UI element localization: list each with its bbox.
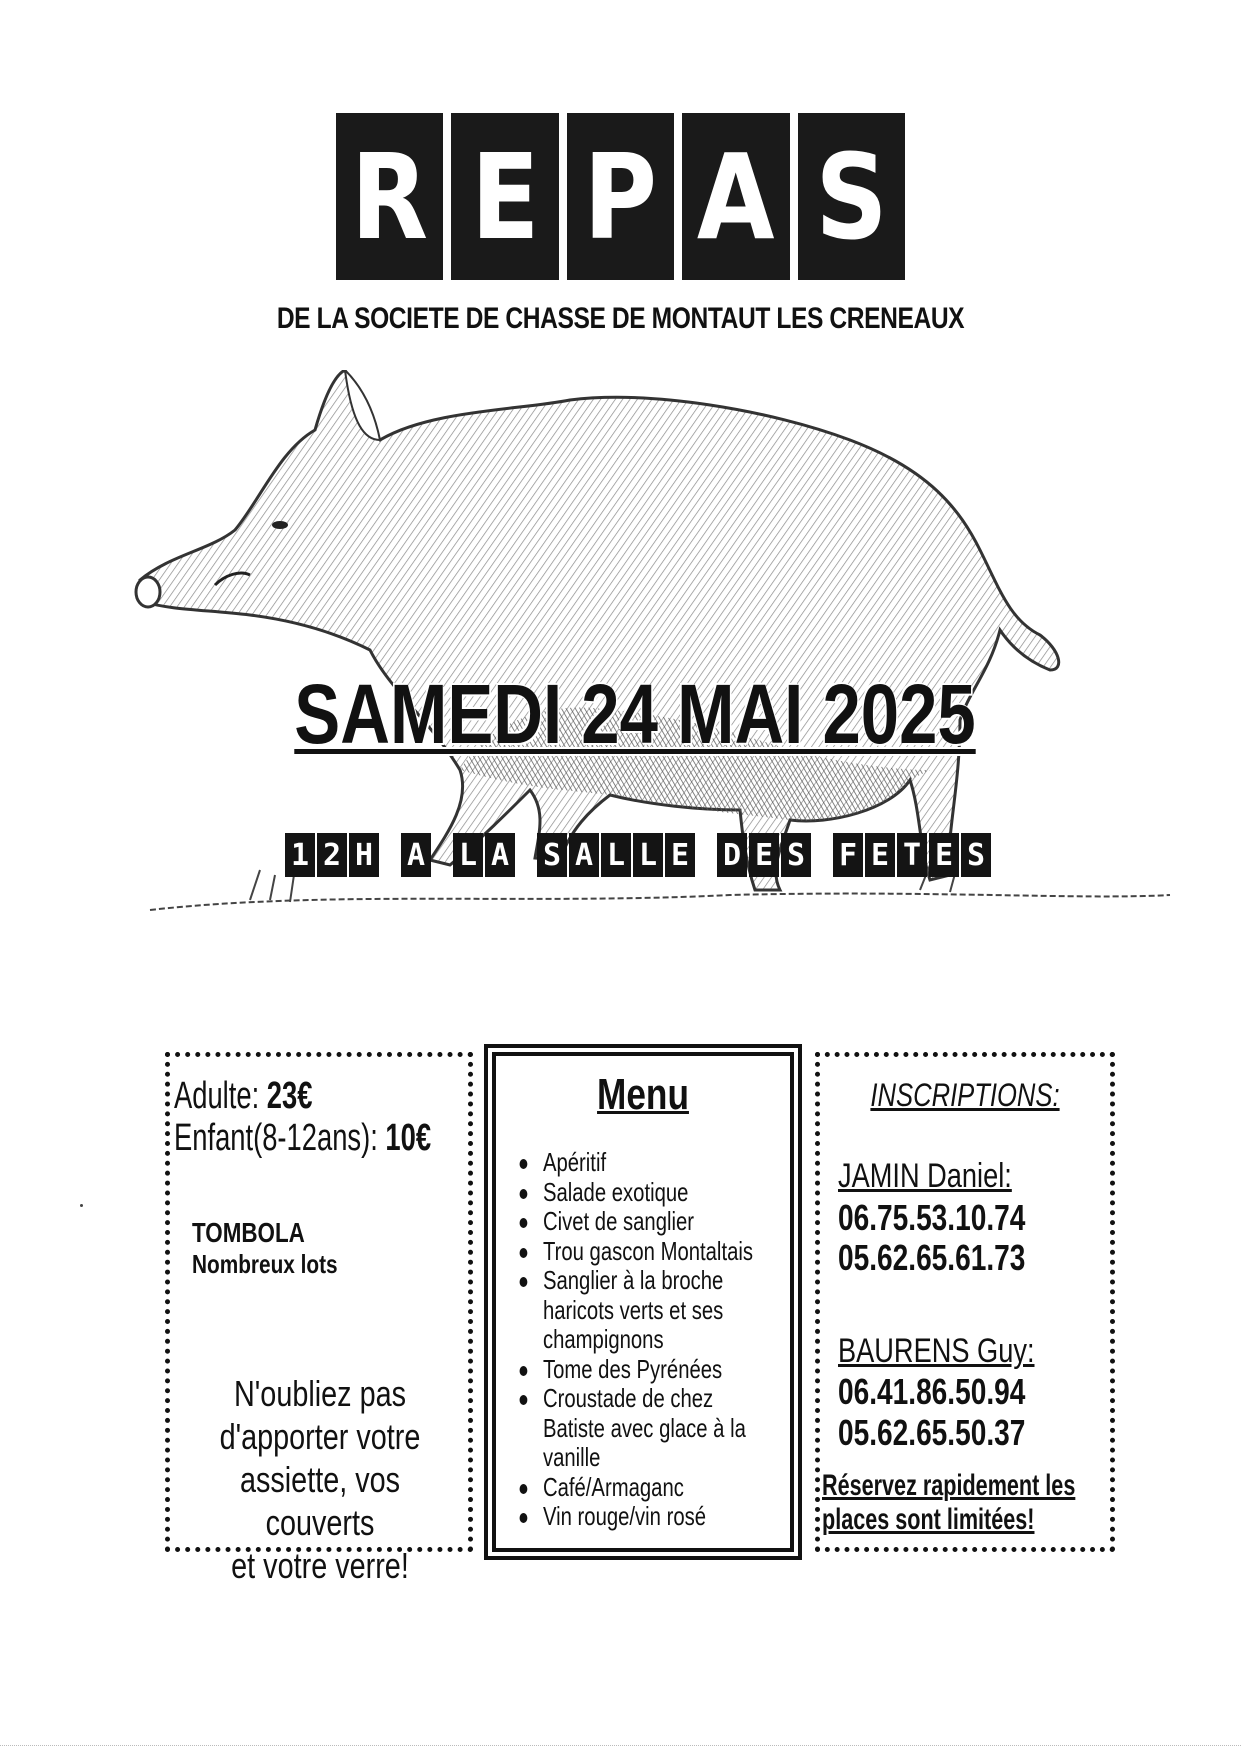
menu-item: Trou gascon Montaltais xyxy=(518,1237,775,1267)
event-time-location xyxy=(288,833,988,881)
title-letter: R xyxy=(336,113,443,280)
reminder-line: d'apporter votre xyxy=(219,1416,421,1457)
child-label: Enfant(8-12ans): xyxy=(174,1117,386,1159)
contact-phone: 06.41.86.50.94 xyxy=(838,1371,1026,1412)
time-letter: 2 xyxy=(317,833,347,877)
inscriptions-box xyxy=(815,1052,1115,1552)
contact-phone: 05.62.65.61.73 xyxy=(838,1237,1026,1278)
adult-price-line xyxy=(174,1075,312,1118)
menu-item: Salade exotique xyxy=(518,1178,775,1208)
reminder-line: N'oubliez pas xyxy=(234,1373,406,1414)
child-price-line xyxy=(174,1117,431,1160)
menu-item: Vin rouge/vin rosé xyxy=(518,1502,775,1532)
time-word xyxy=(285,833,379,881)
time-letter: E xyxy=(749,833,779,877)
time-letter: E xyxy=(865,833,895,877)
tombola-subtitle: Nombreux lots xyxy=(192,1249,338,1279)
menu-item: Croustade de chez Batiste avec glace à la vanille xyxy=(518,1384,775,1473)
menu-box xyxy=(492,1052,794,1552)
contact-phone: 05.62.65.50.37 xyxy=(838,1412,1026,1453)
reserve-line: places sont limitées! xyxy=(822,1503,1035,1536)
title-banner xyxy=(336,113,905,280)
subtitle: DE LA SOCIETE DE CHASSE DE MONTAUT LES CRENEAUX xyxy=(276,302,965,335)
time-letter: L xyxy=(601,833,631,877)
menu-item: Sanglier à la broche haricots verts et ses champignons xyxy=(518,1266,775,1355)
time-word xyxy=(833,833,991,881)
reminder-text xyxy=(192,1372,448,1587)
time-letter: T xyxy=(897,833,927,877)
reminder-line: assiette, vos couverts xyxy=(239,1459,401,1543)
time-letter: E xyxy=(929,833,959,877)
time-letter: E xyxy=(665,833,695,877)
time-letter: S xyxy=(781,833,811,877)
time-letter: A xyxy=(569,833,599,877)
time-letter: L xyxy=(453,833,483,877)
time-word xyxy=(717,833,811,881)
tombola-title: TOMBOLA xyxy=(192,1217,305,1248)
time-letter: S xyxy=(537,833,567,877)
adult-price: 23€ xyxy=(266,1075,313,1117)
menu-list xyxy=(518,1148,775,1532)
time-letter: A xyxy=(485,833,515,877)
menu-item: Café/Armaganc xyxy=(518,1473,775,1503)
time-word xyxy=(537,833,695,881)
adult-label: Adulte: xyxy=(174,1075,267,1117)
scan-speck xyxy=(80,1204,83,1207)
time-letter: H xyxy=(349,833,379,877)
contact-phone: 06.75.53.10.74 xyxy=(838,1197,1026,1238)
time-letter: A xyxy=(401,833,431,877)
menu-item: Tome des Pyrénées xyxy=(518,1355,775,1385)
time-word xyxy=(453,833,515,881)
reserve-line: Réservez rapidement les xyxy=(822,1469,1076,1502)
scan-edge-line xyxy=(0,1745,1241,1746)
prices-box xyxy=(165,1052,473,1586)
time-letter: S xyxy=(961,833,991,877)
reserve-notice xyxy=(822,1469,1096,1537)
menu-item: Apéritif xyxy=(518,1148,775,1178)
event-date: SAMEDI 24 MAI 2025 xyxy=(294,667,976,761)
time-letter: D xyxy=(717,833,747,877)
title-letter: P xyxy=(567,113,674,280)
time-word xyxy=(401,833,431,881)
time-letter: 1 xyxy=(285,833,315,877)
time-letter: L xyxy=(633,833,663,877)
title-letter: S xyxy=(798,113,905,280)
contact-name: JAMIN Daniel: xyxy=(838,1157,1012,1195)
title-letter: A xyxy=(682,113,789,280)
menu-item: Civet de sanglier xyxy=(518,1207,775,1237)
time-letter: F xyxy=(833,833,863,877)
menu-title: Menu xyxy=(597,1070,689,1119)
contact-name: BAURENS Guy: xyxy=(838,1332,1035,1370)
inscriptions-title: INSCRIPTIONS: xyxy=(870,1077,1060,1113)
child-price: 10€ xyxy=(385,1117,432,1159)
title-letter: E xyxy=(451,113,558,280)
reminder-line: et votre verre! xyxy=(231,1545,409,1586)
